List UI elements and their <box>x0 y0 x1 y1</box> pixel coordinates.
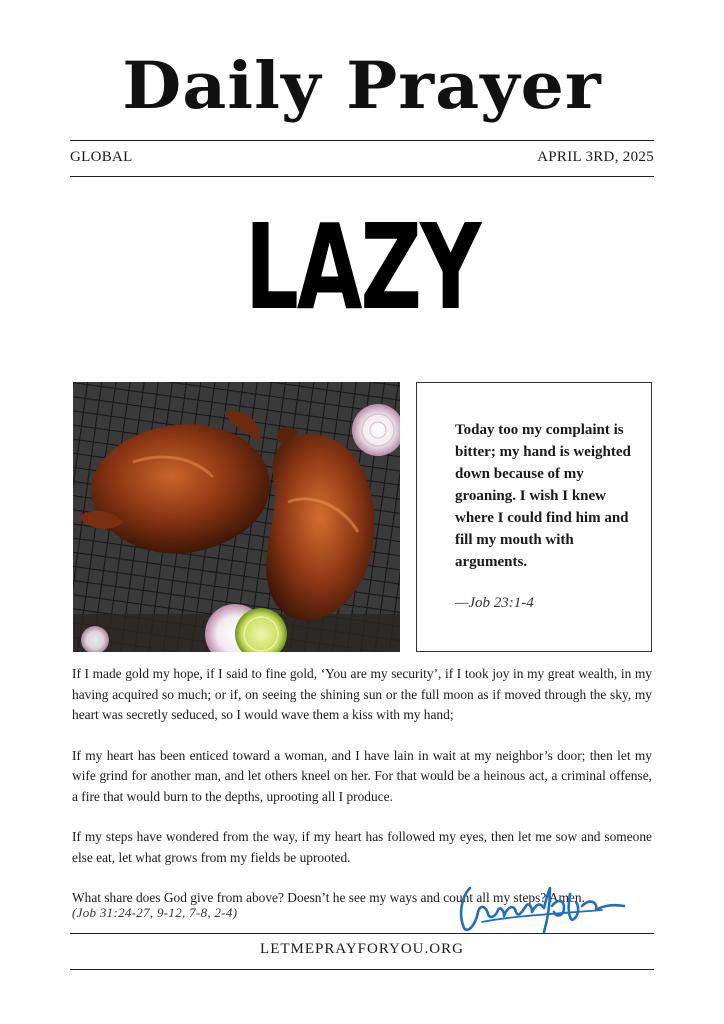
date-label: APRIL 3RD, 2025 <box>537 149 654 165</box>
body-paragraph: If my steps have wondered from the way, if my heart has followed my eyes, then let me sow and someone else eat, let what grows from my fields be uprooted. <box>72 829 652 865</box>
region-label: GLOBAL <box>70 149 133 165</box>
scripture-quote-box <box>416 382 652 652</box>
quote-citation: —Job 23:1-4 <box>455 595 534 611</box>
footer-top-rule <box>70 933 654 934</box>
body-paragraph: If my heart has been enticed toward a woman, and I have lain in wait at my neighbor’s door; then let my wife grind for another man, and let others kneel on her. For that would be a heinous act, a criminal offense, a fire that would burn to the depths, uprooting all I produce. <box>72 747 652 804</box>
prayer-body <box>72 664 652 909</box>
footer-website-link[interactable]: LETMEPRAYFORYOU.ORG <box>260 941 464 957</box>
scripture-references: (Job 31:24-27, 9-12, 7-8, 2-4) <box>72 905 238 920</box>
quote-text: Today too my complaint is bitter; my hand is weighted down because of my groaning. I wish I knew where I could find him and fill my mouth with arguments. <box>455 422 631 570</box>
top-rule <box>70 140 654 141</box>
masthead-title: Daily Prayer <box>122 48 602 124</box>
body-paragraph: What share does God give from above? Doesn’t he see my ways and count all my steps? Amen. <box>72 890 585 905</box>
header-bottom-rule <box>70 176 654 177</box>
headline: LAZY <box>244 198 480 336</box>
footer-bottom-rule <box>70 969 654 970</box>
roast-chicken-photo-icon <box>73 382 400 652</box>
body-paragraph: If I made gold my hope, if I said to fine gold, ‘You are my security’, if I took joy in my great wealth, in my having acquired so much; or if, on seeing the shining sun or the full moon as if moved through the sky, my heart was secretly seduced, so I would wave them a kiss with my hand; <box>72 666 652 722</box>
signature-icon <box>452 876 632 938</box>
